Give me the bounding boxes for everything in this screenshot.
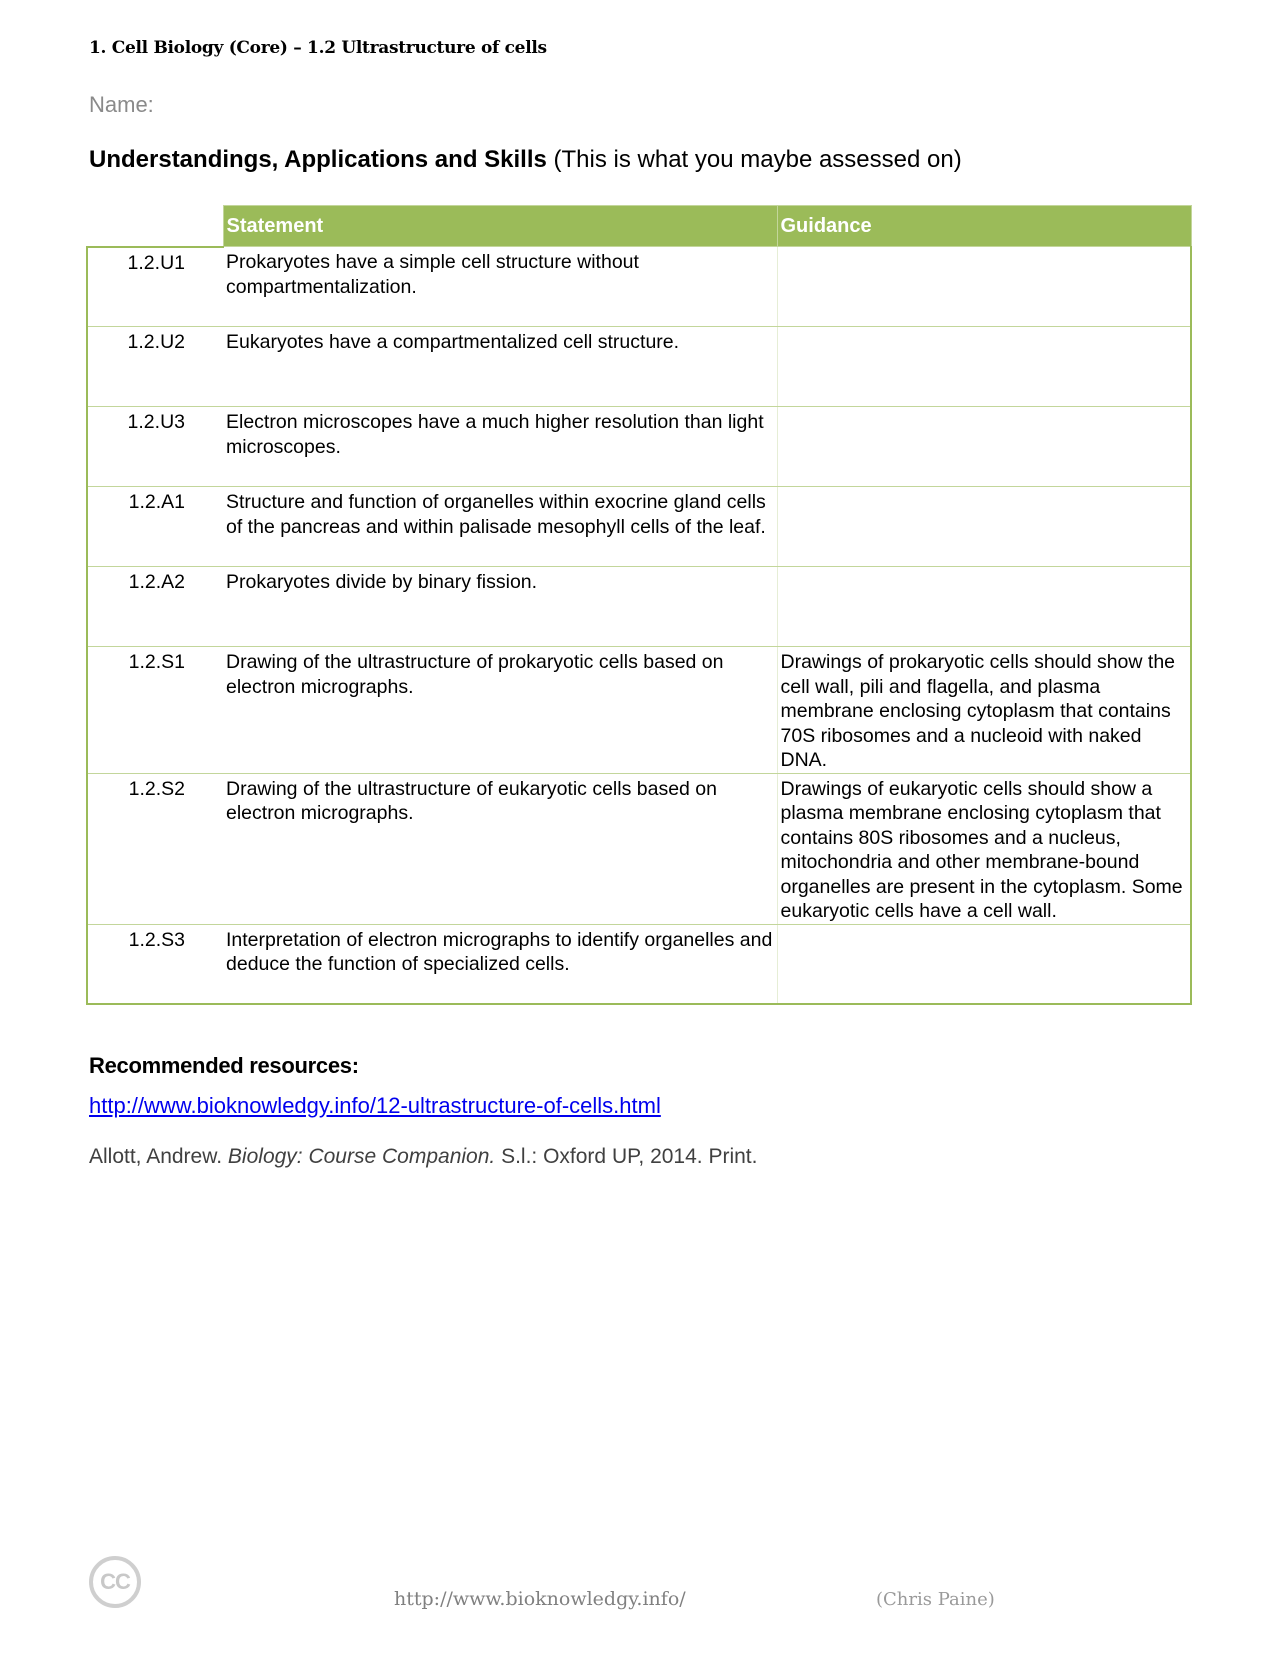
creative-commons-icon: CC xyxy=(89,1556,141,1608)
row-id: 1.2.S1 xyxy=(87,647,223,774)
row-guidance xyxy=(777,567,1191,647)
row-statement: Structure and function of organelles within exocrine gland cells of the pancreas and within palisade mesophyll cells of the leaf. xyxy=(223,487,777,567)
row-guidance xyxy=(777,327,1191,407)
row-statement: Eukaryotes have a compartmentalized cell structure. xyxy=(223,327,777,407)
row-statement: Interpretation of electron micrographs to identify organelles and deduce the function of specialized cells. xyxy=(223,924,777,1004)
section-heading xyxy=(89,146,962,174)
row-guidance xyxy=(777,407,1191,487)
name-label: Name: xyxy=(89,92,154,117)
header-blank-cell xyxy=(87,206,223,247)
citation xyxy=(89,1145,757,1169)
resources-heading: Recommended resources: xyxy=(89,1053,359,1078)
section-heading-note: (This is what you maybe assessed on) xyxy=(553,146,962,173)
table-row xyxy=(87,924,1191,1004)
row-id: 1.2.S3 xyxy=(87,924,223,1004)
citation-author: Allott, Andrew. xyxy=(89,1145,223,1168)
row-guidance xyxy=(777,247,1191,327)
section-heading-bold: Understandings, Applications and Skills xyxy=(89,146,547,173)
table-row xyxy=(87,407,1191,487)
row-guidance: Drawings of eukaryotic cells should show a plasma membrane enclosing cytoplasm that contains 80S ribosomes and a nucleus, mitochondria and other membrane-bound organelles are present in the cytoplasm. Some eukaryotic cells have a cell wall. xyxy=(777,773,1191,924)
table-row xyxy=(87,487,1191,567)
row-statement: Drawing of the ultrastructure of prokaryotic cells based on electron micrographs. xyxy=(223,647,777,774)
table-row xyxy=(87,647,1191,774)
row-statement: Electron microscopes have a much higher resolution than light microscopes. xyxy=(223,407,777,487)
row-guidance: Drawings of prokaryotic cells should show the cell wall, pili and flagella, and plasma membrane enclosing cytoplasm that contains 70S ribosomes and a nucleoid with naked DNA. xyxy=(777,647,1191,774)
row-id: 1.2.U2 xyxy=(87,327,223,407)
row-id: 1.2.A2 xyxy=(87,567,223,647)
row-id: 1.2.U1 xyxy=(87,247,223,327)
row-guidance xyxy=(777,487,1191,567)
header-statement: Statement xyxy=(223,206,777,247)
resource-link[interactable]: http://www.bioknowledgy.info/12-ultrastructure-of-cells.html xyxy=(89,1093,661,1118)
table-row xyxy=(87,327,1191,407)
table-row xyxy=(87,247,1191,327)
table-row xyxy=(87,773,1191,924)
header-guidance: Guidance xyxy=(777,206,1191,247)
row-statement: Prokaryotes divide by binary fission. xyxy=(223,567,777,647)
citation-publisher: S.l.: Oxford UP, 2014. Print. xyxy=(501,1145,758,1168)
row-statement: Prokaryotes have a simple cell structure without compartmentalization. xyxy=(223,247,777,327)
syllabus-table xyxy=(86,205,1192,1005)
footer-author: (Chris Paine) xyxy=(876,1589,995,1610)
table-row xyxy=(87,567,1191,647)
row-guidance xyxy=(777,924,1191,1004)
row-statement: Drawing of the ultrastructure of eukaryotic cells based on electron micrographs. xyxy=(223,773,777,924)
row-id: 1.2.A1 xyxy=(87,487,223,567)
table-body xyxy=(87,247,1191,1005)
row-id: 1.2.S2 xyxy=(87,773,223,924)
row-id: 1.2.U3 xyxy=(87,407,223,487)
document-header-title: 1. Cell Biology (Core) – 1.2 Ultrastructure of cells xyxy=(89,38,547,58)
table-header-row xyxy=(87,206,1191,247)
citation-title: Biology: Course Companion. xyxy=(227,1145,496,1168)
footer-url: http://www.bioknowledgy.info/ xyxy=(394,1588,686,1610)
